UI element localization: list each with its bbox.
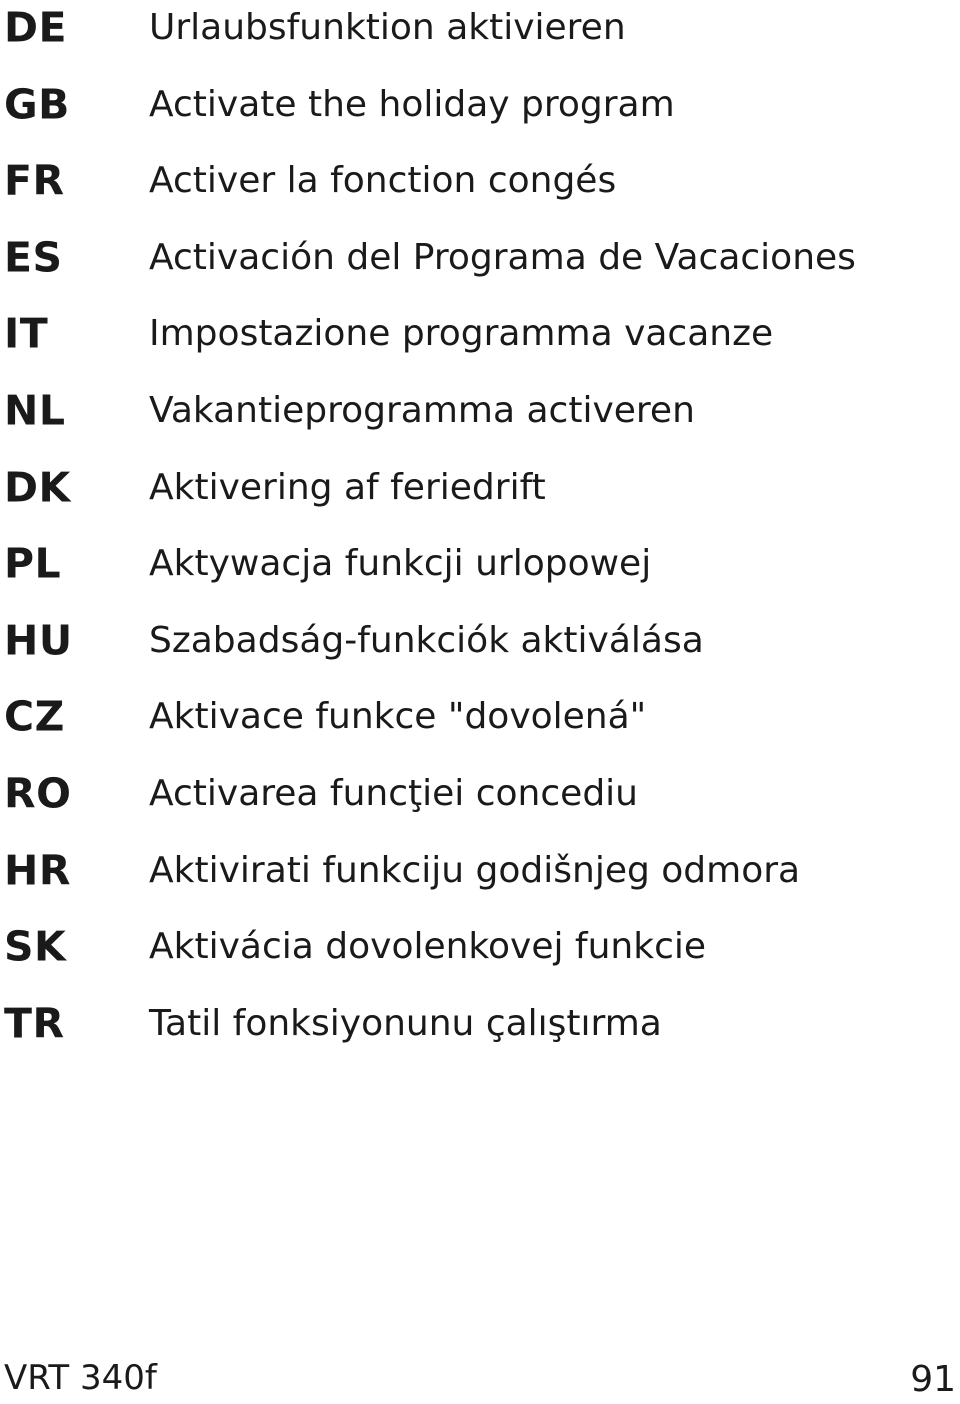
language-text: Activarea funcţiei concediu (149, 772, 638, 814)
language-row-pl (0, 536, 960, 613)
language-code: IT (4, 309, 49, 358)
language-code: HU (4, 616, 73, 665)
language-code: RO (4, 769, 72, 818)
language-row-gb (0, 77, 960, 154)
language-text: Urlaubsfunktion aktivieren (149, 7, 626, 48)
language-text: Aktivering af feriedrift (149, 466, 546, 508)
language-row-hu (0, 613, 960, 690)
language-text: Tatil fonksiyonunu çalıştırma (149, 1002, 662, 1044)
language-code: DK (4, 463, 71, 512)
language-text: Aktivácia dovolenkovej funkcie (149, 926, 707, 968)
language-code: ES (4, 233, 63, 282)
language-text: Impostazione programma vacanze (149, 313, 774, 355)
language-text: Aktywacja funkcji urlopowej (149, 543, 652, 585)
language-code: SK (4, 922, 67, 971)
language-code: HR (4, 846, 71, 895)
language-row-cz (0, 689, 960, 766)
language-row-nl (0, 383, 960, 460)
language-code: DE (4, 3, 68, 52)
language-row-hr (0, 843, 960, 920)
language-row-es (0, 230, 960, 307)
language-row-tr (0, 996, 960, 1073)
language-code: GB (4, 80, 70, 129)
language-row-ro (0, 766, 960, 843)
language-text: Activación del Programa de Vacaciones (149, 236, 856, 278)
language-code: PL (4, 539, 62, 588)
language-code: CZ (4, 692, 65, 741)
language-text: Activate the holiday program (149, 83, 675, 125)
language-code: FR (4, 156, 65, 205)
language-row-sk (0, 919, 960, 996)
language-code: TR (4, 999, 65, 1048)
footer-model-name: VRT 340f (4, 1358, 157, 1398)
language-row-fr (0, 153, 960, 230)
language-row-de (0, 0, 960, 77)
language-code: NL (4, 386, 66, 435)
language-row-dk (0, 460, 960, 537)
language-text: Aktivace funkce "dovolená" (149, 696, 647, 738)
language-text: Vakantieprogramma activeren (149, 389, 695, 431)
language-text: Szabadság-funkciók aktiválása (149, 619, 704, 661)
language-row-it (0, 306, 960, 383)
language-text: Aktivirati funkciju godišnjeg odmora (149, 849, 801, 891)
footer-page-number: 91 (910, 1359, 956, 1400)
language-text: Activer la fonction congés (149, 160, 617, 202)
